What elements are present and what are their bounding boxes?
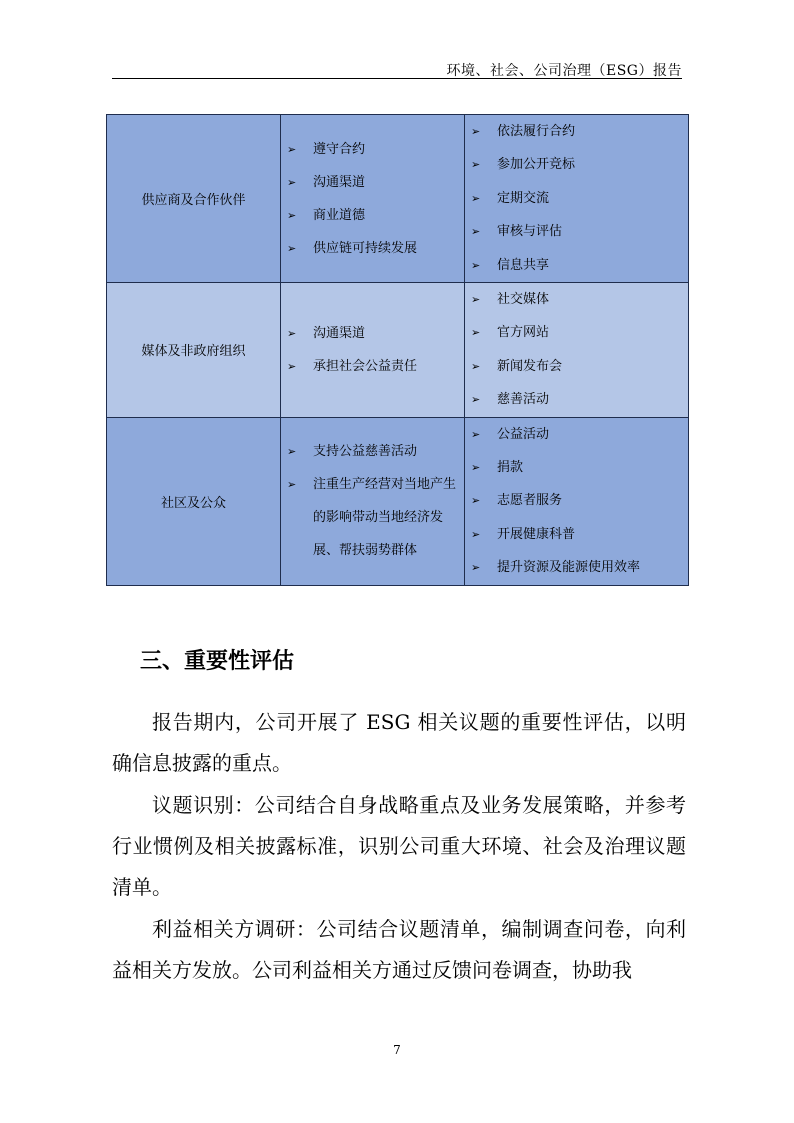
list-item xyxy=(471,551,684,584)
stakeholder-name: 供应商及合作伙伴 xyxy=(141,193,246,209)
concerns-cell xyxy=(281,283,465,418)
concerns-cell xyxy=(281,115,465,283)
arrow-bullet-icon: ➢ xyxy=(287,445,297,459)
list-item xyxy=(287,468,460,567)
arrow-bullet-icon: ➢ xyxy=(287,359,297,373)
arrow-bullet-icon: ➢ xyxy=(287,175,297,189)
list-item xyxy=(471,484,684,517)
arrow-bullet-icon: ➢ xyxy=(471,427,481,441)
list-item xyxy=(287,133,460,166)
table-row xyxy=(107,283,689,418)
channel-text: 公益活动 xyxy=(497,426,550,442)
concern-text: 承担社会公益责任 xyxy=(313,358,418,374)
concern-text: 沟通渠道 xyxy=(313,174,366,190)
channel-text: 依法履行合约 xyxy=(497,124,576,139)
arrow-bullet-icon: ➢ xyxy=(471,527,481,541)
list-item xyxy=(471,182,684,215)
list-item xyxy=(471,148,684,181)
list-item xyxy=(287,435,460,468)
arrow-bullet-icon: ➢ xyxy=(471,125,481,138)
channel-text: 信息共享 xyxy=(497,257,550,273)
arrow-bullet-icon: ➢ xyxy=(471,326,481,340)
arrow-bullet-icon: ➢ xyxy=(287,208,297,222)
arrow-bullet-icon: ➢ xyxy=(287,142,297,156)
header-divider xyxy=(112,78,682,79)
concerns-list xyxy=(281,317,464,383)
concerns-list xyxy=(281,435,464,567)
arrow-bullet-icon: ➢ xyxy=(471,359,481,373)
body-paragraph: 议题识别：公司结合自身战略重点及业务发展策略，并参考行业惯例及相关披露标准，识别公司重大环境、社会及治理议题清单。 xyxy=(112,793,686,899)
arrow-bullet-icon: ➢ xyxy=(471,494,481,508)
list-item xyxy=(287,317,460,350)
list-item xyxy=(287,232,460,265)
section-heading: 三、重要性评估 xyxy=(140,649,295,674)
channel-text: 官方网站 xyxy=(497,325,550,341)
body-paragraph: 报告期内，公司开展了 ESG 相关议题的重要性评估，以明确信息披露的重点。 xyxy=(112,710,686,775)
arrow-bullet-icon: ➢ xyxy=(471,191,481,205)
list-item xyxy=(471,350,684,383)
channel-text: 社交媒体 xyxy=(497,292,550,308)
concern-text: 商业道德 xyxy=(313,207,366,223)
concern-text: 支持公益慈善活动 xyxy=(313,444,418,460)
arrow-bullet-icon: ➢ xyxy=(471,225,481,239)
list-item xyxy=(471,283,684,316)
concern-text: 沟通渠道 xyxy=(313,325,366,341)
channel-text: 参加公开竞标 xyxy=(497,157,576,173)
stakeholder-cell xyxy=(107,417,281,585)
concern-text: 注重生产经营对当地产生的影响带动当地经济发展、帮扶弱势群体 xyxy=(313,477,457,559)
stakeholder-table xyxy=(106,114,689,586)
channels-list xyxy=(465,115,688,282)
channels-list xyxy=(465,283,688,417)
stakeholder-cell xyxy=(107,283,281,418)
list-item xyxy=(287,166,460,199)
list-item xyxy=(471,249,684,282)
arrow-bullet-icon: ➢ xyxy=(287,326,297,340)
channels-list xyxy=(465,418,688,585)
concern-text: 供应链可持续发展 xyxy=(313,240,418,256)
list-item xyxy=(471,316,684,349)
arrow-bullet-icon: ➢ xyxy=(471,393,481,407)
channel-text: 新闻发布会 xyxy=(497,358,563,374)
list-item xyxy=(471,215,684,248)
channel-text: 慈善活动 xyxy=(497,392,550,408)
list-item xyxy=(471,518,684,551)
channel-text: 捐款 xyxy=(497,460,524,476)
body-paragraph: 利益相关方调研：公司结合议题清单，编制调查问卷，向利益相关方发放。公司利益相关方通过反馈问卷调查，协助我 xyxy=(112,917,686,982)
stakeholder-name: 媒体及非政府组织 xyxy=(141,344,246,360)
channel-text: 提升资源及能源使用效率 xyxy=(497,560,641,576)
table-row xyxy=(107,417,689,585)
arrow-bullet-icon: ➢ xyxy=(287,478,297,492)
channels-cell xyxy=(465,283,689,418)
stakeholder-cell xyxy=(107,115,281,283)
table-row xyxy=(107,115,689,283)
channel-text: 审核与评估 xyxy=(497,224,563,240)
arrow-bullet-icon: ➢ xyxy=(287,241,297,255)
arrow-bullet-icon: ➢ xyxy=(471,258,481,272)
list-item xyxy=(471,418,684,451)
channel-text: 定期交流 xyxy=(497,190,550,206)
channels-cell xyxy=(465,417,689,585)
report-header-title: 环境、社会、公司治理（ESG）报告 xyxy=(446,63,682,79)
arrow-bullet-icon: ➢ xyxy=(471,158,481,172)
stakeholder-name: 社区及公众 xyxy=(160,495,226,511)
arrow-bullet-icon: ➢ xyxy=(471,561,481,575)
arrow-bullet-icon: ➢ xyxy=(471,461,481,475)
list-item xyxy=(471,451,684,484)
list-item xyxy=(471,383,684,416)
list-item xyxy=(471,115,684,148)
channel-text: 志愿者服务 xyxy=(497,493,563,509)
list-item xyxy=(287,350,460,383)
channel-text: 开展健康科普 xyxy=(497,526,576,542)
arrow-bullet-icon: ➢ xyxy=(471,293,481,307)
list-item xyxy=(287,199,460,232)
concern-text: 遵守合约 xyxy=(313,141,366,157)
channels-cell xyxy=(465,115,689,283)
concerns-cell xyxy=(281,417,465,585)
concerns-list xyxy=(281,133,464,265)
page-number: 7 xyxy=(393,1043,401,1057)
